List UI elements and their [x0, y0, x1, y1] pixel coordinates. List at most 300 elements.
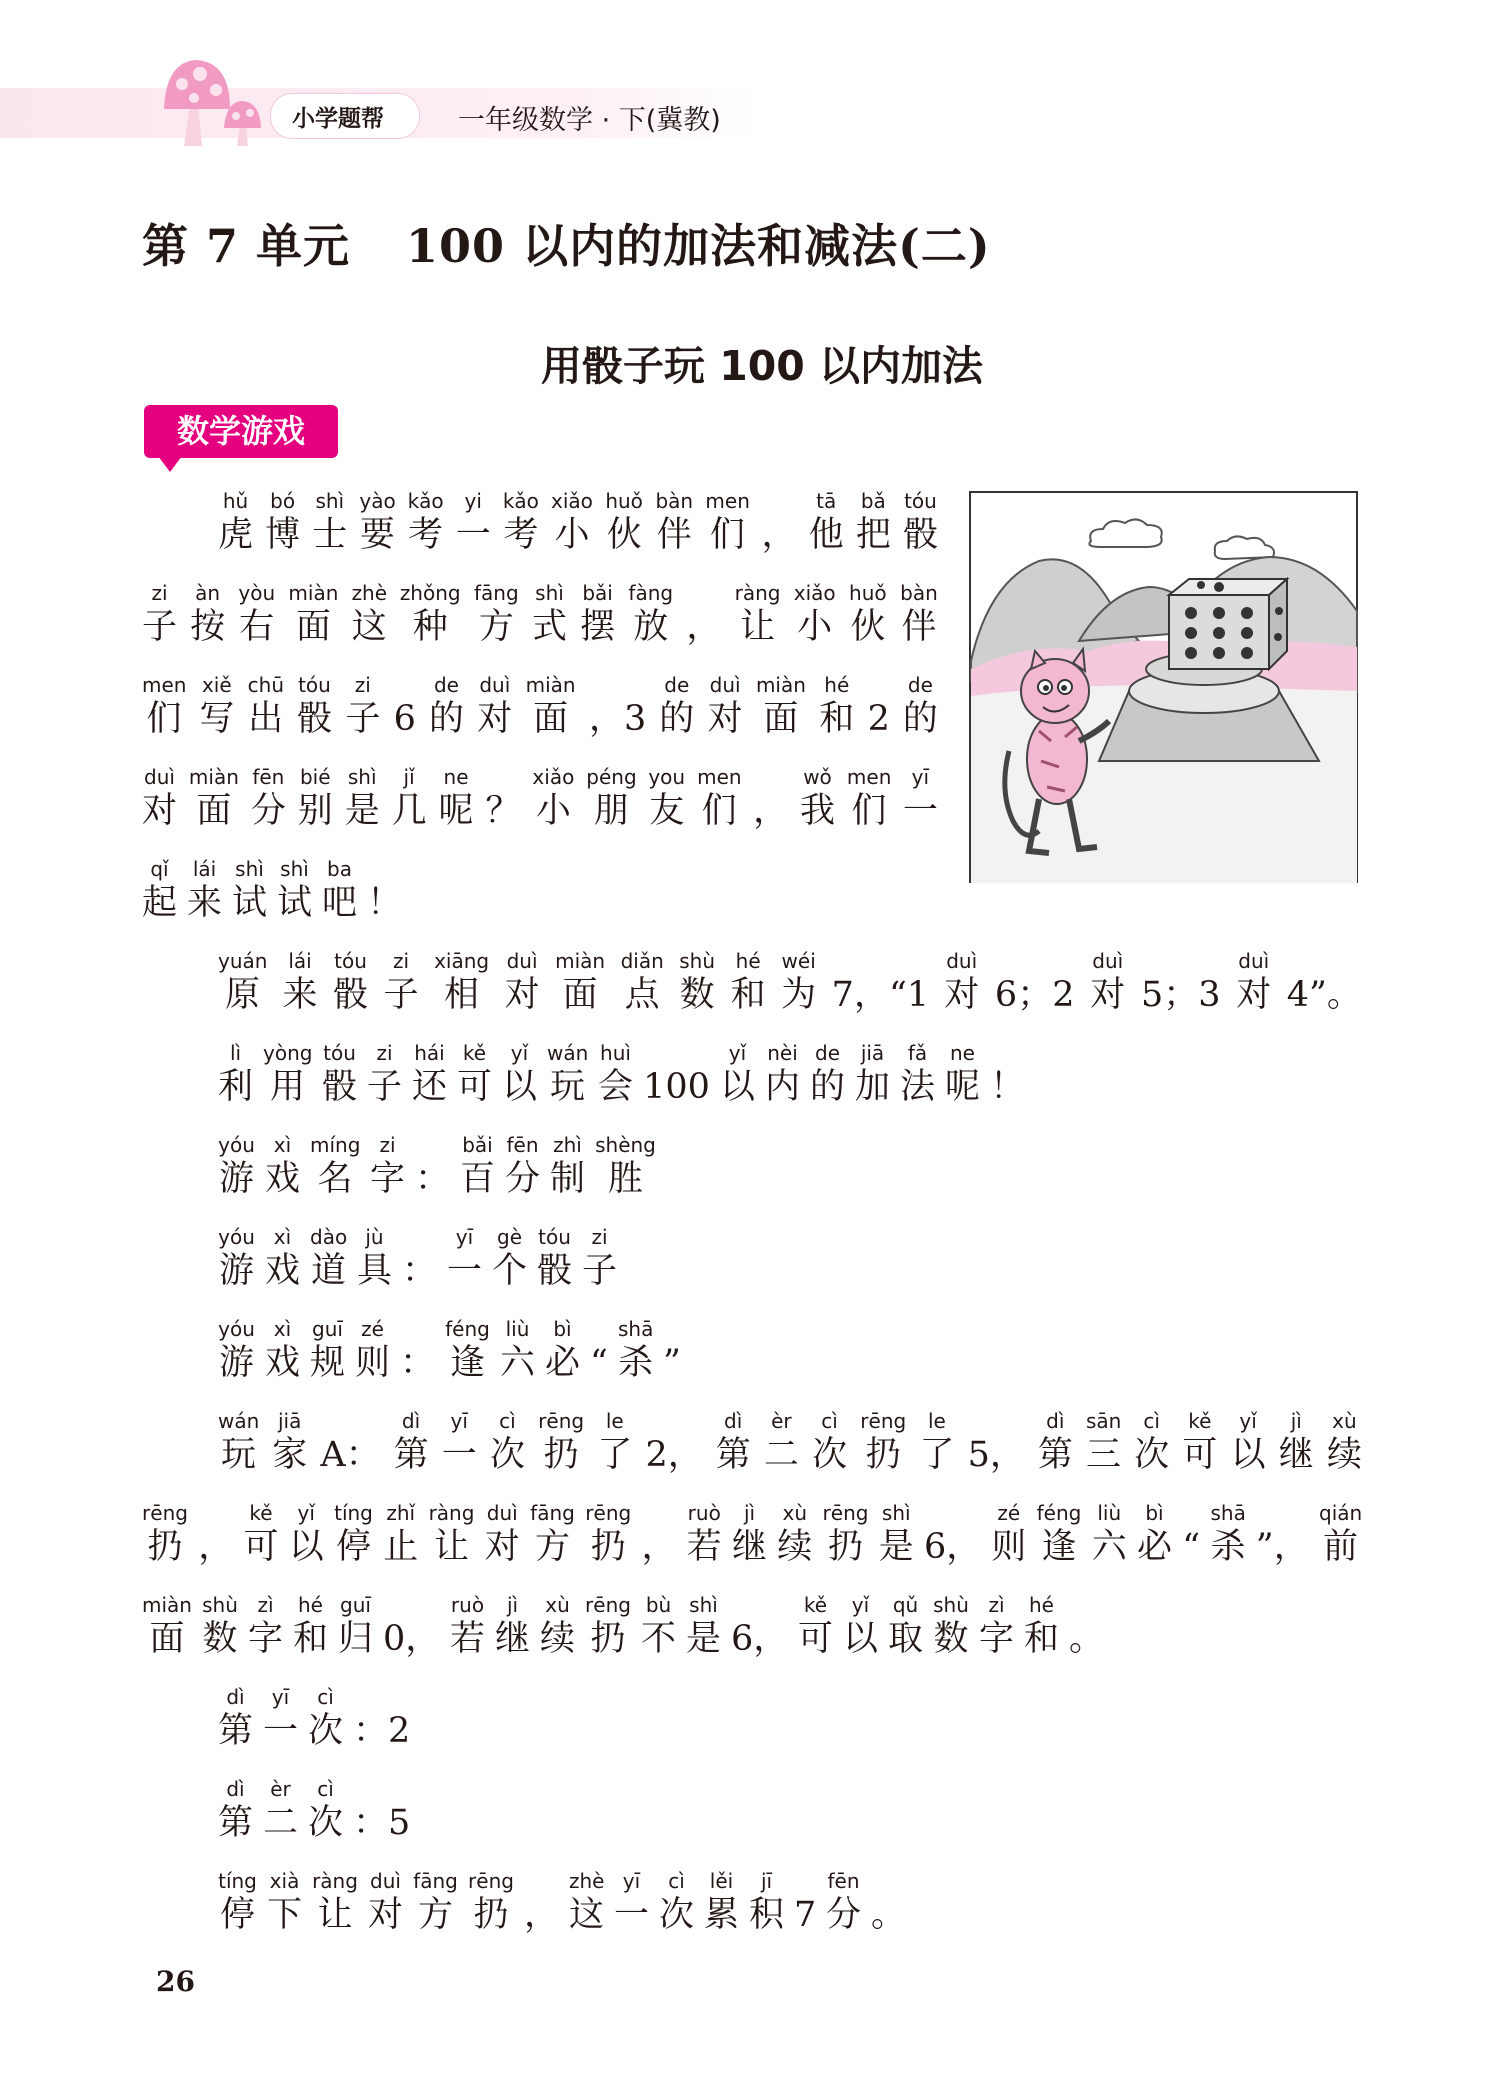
- glyph-cell: [540, 1593, 575, 1661]
- glyph-cell: [614, 1869, 649, 1937]
- pinyin: hé: [824, 673, 850, 697]
- pinyin: qǐ: [150, 857, 169, 881]
- hanzi: 几: [391, 791, 427, 831]
- glyph-cell: [238, 581, 275, 649]
- hanzi: 积: [749, 1895, 785, 1935]
- pinyin: tóu: [298, 673, 331, 697]
- hanzi: ”，: [1255, 1527, 1309, 1567]
- pinyin: xù: [545, 1593, 570, 1617]
- pinyin: de: [433, 673, 459, 697]
- hanzi: 右: [239, 607, 275, 647]
- hanzi: 以: [1230, 1435, 1266, 1475]
- glyph-cell: [1182, 1409, 1217, 1477]
- pinyin: yòu: [238, 581, 276, 605]
- hanzi: ！: [990, 1067, 1026, 1107]
- pinyin: cì: [317, 1777, 334, 1801]
- hanzi: 和: [1024, 1619, 1060, 1659]
- hanzi: 让: [317, 1895, 353, 1935]
- hanzi: ：: [400, 1343, 436, 1383]
- glyph-cell: [697, 765, 741, 833]
- pinyin: cì: [499, 1409, 516, 1433]
- pinyin: bì: [553, 1317, 572, 1341]
- pinyin: [400, 1317, 435, 1341]
- hanzi: 6，: [731, 1619, 789, 1659]
- pinyin: [990, 1041, 1025, 1065]
- pinyin: xiāng: [434, 949, 490, 973]
- glyph-cell: [218, 1225, 255, 1293]
- glyph-cell: [263, 1685, 298, 1753]
- pinyin: rēng: [585, 1501, 632, 1525]
- pinyin: liù: [505, 1317, 530, 1341]
- hanzi: 次: [489, 1435, 525, 1475]
- hanzi: 次: [308, 1711, 344, 1751]
- glyph-cell: [686, 581, 721, 649]
- glyph-cell: [526, 673, 576, 741]
- hanzi: 考: [408, 515, 444, 555]
- pinyin: dì: [1046, 1409, 1065, 1433]
- pinyin: yuán: [218, 949, 268, 973]
- glyph-cell: [1037, 1501, 1082, 1569]
- pinyin: yóu: [218, 1317, 255, 1341]
- pinyin: [731, 1593, 788, 1617]
- pinyin: dì: [226, 1777, 245, 1801]
- pinyin: qǔ: [892, 1593, 919, 1617]
- pinyin: huì: [600, 1041, 631, 1065]
- pinyin: xiǎo: [793, 581, 836, 605]
- hanzi: 第: [1037, 1435, 1073, 1475]
- glyph-cell: [1090, 949, 1125, 1017]
- hanzi: 子: [383, 975, 419, 1015]
- pinyin: shù: [933, 1593, 969, 1617]
- hanzi: 士: [312, 515, 348, 555]
- glyph-cell: [537, 1225, 572, 1293]
- pinyin: bǎ: [860, 489, 886, 513]
- pinyin: rēng: [468, 1869, 514, 1893]
- hanzi: 字: [979, 1619, 1015, 1659]
- hanzi: 小: [797, 607, 833, 647]
- pinyin: huǒ: [605, 489, 643, 513]
- pinyin: xiě: [201, 673, 232, 697]
- pinyin: nèi: [767, 1041, 798, 1065]
- pinyin: yī: [911, 765, 930, 789]
- hanzi: 来: [187, 883, 223, 923]
- pinyin: xì: [273, 1225, 292, 1249]
- hanzi: 数: [933, 1619, 969, 1659]
- pinyin: [485, 765, 520, 789]
- pinyin: míng: [310, 1133, 361, 1157]
- hanzi: 继: [732, 1527, 768, 1567]
- glyph-cell: [198, 1501, 233, 1569]
- glyph-cell: [924, 1501, 981, 1569]
- pinyin: jì: [743, 1501, 756, 1525]
- hanzi: 还: [412, 1067, 448, 1107]
- pinyin: miàn: [755, 673, 806, 697]
- pinyin: shì: [535, 581, 564, 605]
- pinyin: xì: [273, 1317, 292, 1341]
- pinyin: men: [142, 673, 187, 697]
- glyph-cell: [605, 489, 643, 557]
- glyph-cell: [442, 1409, 477, 1477]
- pinyin: ràng: [734, 581, 781, 605]
- glyph-cell: [1319, 1501, 1362, 1569]
- hanzi: A：: [320, 1435, 381, 1475]
- hanzi: 7: [794, 1895, 817, 1935]
- hanzi: 不: [641, 1619, 677, 1659]
- glyph-cell: [142, 581, 177, 649]
- pinyin: bié: [299, 765, 331, 789]
- pinyin: zi: [354, 673, 371, 697]
- pinyin: duì: [486, 1501, 518, 1525]
- glyph-cell: [1069, 1593, 1104, 1661]
- pinyin: tíng: [218, 1869, 257, 1893]
- pinyin: [871, 1869, 906, 1893]
- hanzi: 小: [554, 515, 590, 555]
- hanzi: 方: [417, 1895, 453, 1935]
- glyph-cell: [794, 1869, 816, 1937]
- hanzi: 把: [855, 515, 891, 555]
- pinyin: cì: [317, 1685, 334, 1709]
- glyph-cell: [289, 1501, 324, 1569]
- hanzi: 要: [359, 515, 395, 555]
- unit-name: 100 以内的加法和减法(二): [406, 219, 991, 273]
- pinyin: [320, 1409, 380, 1433]
- pinyin: shā: [618, 1317, 654, 1341]
- pinyin: chū: [247, 673, 285, 697]
- glyph-cell: [823, 1501, 869, 1569]
- hanzi: 前: [1322, 1527, 1358, 1567]
- glyph-cell: [248, 1593, 283, 1661]
- pinyin: [1287, 949, 1362, 973]
- pinyin: yī: [455, 1225, 474, 1249]
- hanzi: 面: [196, 791, 232, 831]
- glyph-cell: [439, 765, 474, 833]
- pinyin: zhǐ: [386, 1501, 416, 1525]
- glyph-cell: [142, 673, 186, 741]
- text-line: [218, 1317, 681, 1385]
- glyph-cell: [244, 1501, 279, 1569]
- pinyin: jiā: [860, 1041, 885, 1065]
- pinyin: shù: [679, 949, 716, 973]
- hanzi: 逢: [449, 1343, 485, 1383]
- glyph-cell: [1038, 1409, 1073, 1477]
- glyph-cell: [450, 1593, 485, 1661]
- glyph-cell: [550, 1133, 585, 1201]
- glyph-cell: [900, 581, 938, 649]
- pinyin: zì: [257, 1593, 274, 1617]
- glyph-cell: [265, 1317, 300, 1385]
- hanzi: 取: [888, 1619, 924, 1659]
- pinyin: [753, 765, 788, 789]
- glyph-cell: [370, 1133, 405, 1201]
- pinyin: miàn: [188, 765, 239, 789]
- hanzi: 6；2: [994, 975, 1075, 1015]
- glyph-cell: [218, 1869, 257, 1937]
- hanzi: 们: [701, 791, 737, 831]
- hanzi: 对: [707, 699, 743, 739]
- pinyin: miàn: [555, 949, 606, 973]
- glyph-cell: [334, 1501, 373, 1569]
- pinyin: fēn: [827, 1869, 860, 1893]
- hanzi: 这: [569, 1895, 605, 1935]
- hanzi: 游: [218, 1159, 254, 1199]
- pinyin: lái: [192, 857, 217, 881]
- pinyin: [643, 1041, 710, 1065]
- hanzi: 这: [351, 607, 387, 647]
- hanzi: ，3: [588, 699, 647, 739]
- pinyin: xù: [1332, 1409, 1357, 1433]
- pinyin: duì: [1238, 949, 1270, 973]
- pinyin: tóu: [334, 949, 367, 973]
- glyph-cell: [716, 1409, 751, 1477]
- glyph-cell: [538, 1409, 584, 1477]
- hanzi: 六: [1091, 1527, 1127, 1567]
- pinyin: [353, 1777, 410, 1801]
- hanzi: 骰: [333, 975, 369, 1015]
- pinyin: fàng: [628, 581, 674, 605]
- glyph-cell: [1141, 949, 1221, 1017]
- pinyin: yī: [271, 1685, 290, 1709]
- hanzi: 虎: [218, 515, 254, 555]
- pinyin: duì: [144, 765, 175, 789]
- hanzi: 面: [562, 975, 598, 1015]
- glyph-cell: [903, 765, 938, 833]
- text-line: [218, 949, 1362, 1017]
- glyph-cell: [312, 489, 347, 557]
- glyph-cell: [585, 1593, 631, 1661]
- hanzi: 呢: [945, 1067, 981, 1107]
- pinyin: fǎ: [907, 1041, 928, 1065]
- glyph-cell: [429, 1501, 475, 1569]
- pinyin: miàn: [142, 1593, 192, 1617]
- glyph-cell: [686, 1593, 721, 1661]
- pinyin: [590, 1317, 608, 1341]
- glyph-cell: [856, 489, 891, 557]
- hanzi: 续: [777, 1527, 813, 1567]
- pinyin: [524, 1869, 559, 1893]
- pinyin: fāng: [413, 1869, 458, 1893]
- text-line: [142, 1501, 1362, 1569]
- glyph-cell: [1182, 1501, 1200, 1569]
- hanzi: 第: [218, 1711, 254, 1751]
- glyph-cell: [297, 673, 332, 741]
- glyph-cell: [1327, 1409, 1362, 1477]
- glyph-cell: [659, 1869, 694, 1937]
- pinyin: [367, 857, 402, 881]
- glyph-cell: [648, 765, 685, 833]
- hanzi: 。: [1069, 1619, 1105, 1659]
- hanzi: 们: [709, 515, 745, 555]
- glyph-cell: [142, 857, 177, 925]
- glyph-cell: [456, 489, 491, 557]
- hanzi: 方: [534, 1527, 570, 1567]
- hanzi: 戏: [265, 1251, 301, 1291]
- glyph-cell: [819, 673, 854, 741]
- hanzi: ：5: [353, 1803, 411, 1843]
- hanzi: 戏: [265, 1159, 301, 1199]
- text-line: [218, 489, 938, 557]
- hanzi: ，: [753, 791, 789, 831]
- pinyin: fēn: [252, 765, 285, 789]
- hanzi: 了: [597, 1435, 633, 1475]
- hanzi: 对: [1090, 975, 1126, 1015]
- glyph-cell: [505, 949, 540, 1017]
- glyph-cell: [460, 1133, 495, 1201]
- pinyin: [394, 673, 416, 697]
- pinyin: sān: [1086, 1409, 1122, 1433]
- glyph-cell: [547, 1041, 588, 1109]
- hanzi: 第: [715, 1435, 751, 1475]
- pinyin: wéi: [781, 949, 816, 973]
- hanzi: 分: [505, 1159, 541, 1199]
- hanzi: 对: [504, 975, 540, 1015]
- glyph-cell: [445, 1317, 490, 1385]
- pinyin: guī: [340, 1593, 371, 1617]
- glyph-cell: [933, 1593, 969, 1661]
- hanzi: 种: [412, 607, 448, 647]
- section-tag: 数学游戏: [144, 405, 338, 458]
- glyph-cell: [1086, 1409, 1121, 1477]
- pinyin: [198, 1501, 233, 1525]
- hanzi: 的: [902, 699, 938, 739]
- book-title: 一年级数学 · 下(冀教): [458, 105, 721, 136]
- hanzi: 可: [1182, 1435, 1218, 1475]
- glyph-cell: [847, 765, 891, 833]
- hanzi: 扔: [590, 1527, 626, 1567]
- glyph-cell: [687, 1501, 722, 1569]
- glyph-cell: [659, 673, 694, 741]
- hanzi: 二: [263, 1803, 299, 1843]
- glyph-cell: [383, 1593, 440, 1661]
- hanzi: 5；3: [1140, 975, 1221, 1015]
- hanzi: 数: [679, 975, 715, 1015]
- pinyin: ruò: [450, 1593, 485, 1617]
- glyph-cell: [731, 1593, 788, 1661]
- glyph-cell: [1256, 1501, 1309, 1569]
- glyph-cell: [855, 1041, 890, 1109]
- hanzi: ，: [524, 1895, 560, 1935]
- hanzi: 逢: [1041, 1527, 1077, 1567]
- pinyin: yi: [464, 489, 482, 513]
- hanzi: ，: [198, 1527, 234, 1567]
- glyph-cell: [530, 1501, 575, 1569]
- hanzi: 一: [447, 1251, 483, 1291]
- hanzi: 伴: [656, 515, 692, 555]
- pinyin: xì: [273, 1133, 292, 1157]
- pinyin: [589, 673, 646, 697]
- glyph-cell: [888, 1593, 923, 1661]
- pinyin: bǎi: [462, 1133, 493, 1157]
- pinyin: men: [697, 765, 742, 789]
- pinyin: yóu: [218, 1133, 255, 1157]
- glyph-cell: [293, 1593, 328, 1661]
- glyph-cell: [218, 1685, 253, 1753]
- hanzi: 分: [826, 1895, 862, 1935]
- hanzi: 归: [338, 1619, 374, 1659]
- glyph-cell: [720, 1041, 755, 1109]
- glyph-cell: [495, 1593, 530, 1661]
- pinyin: hé: [298, 1593, 323, 1617]
- hanzi: “: [1182, 1527, 1201, 1567]
- hanzi: 玩: [549, 1067, 585, 1107]
- glyph-cell: [762, 489, 797, 557]
- hanzi: 戏: [265, 1343, 301, 1383]
- pinyin: miàn: [525, 673, 576, 697]
- hanzi: 2: [867, 699, 890, 739]
- page-number: 26: [156, 1965, 195, 1998]
- section-tag-tail: [158, 456, 182, 472]
- glyph-cell: [218, 1041, 253, 1109]
- pinyin: yī: [622, 1869, 641, 1893]
- pinyin: diǎn: [620, 949, 664, 973]
- hanzi: 试: [277, 883, 313, 923]
- hanzi: 了: [919, 1435, 955, 1475]
- pinyin: xiǎo: [532, 765, 575, 789]
- glyph-cell: [595, 1133, 656, 1201]
- glyph-cell: [991, 1501, 1026, 1569]
- glyph-cell: [749, 1869, 784, 1937]
- pinyin: zé: [361, 1317, 384, 1341]
- pinyin: wán: [547, 1041, 589, 1065]
- hanzi: 骰: [902, 515, 938, 555]
- hanzi: 以: [502, 1067, 538, 1107]
- hanzi: 家: [272, 1435, 308, 1475]
- pinyin: shì: [881, 1501, 911, 1525]
- pinyin: [646, 1409, 703, 1433]
- pinyin: shì: [315, 489, 345, 513]
- tiger-dice-illustration: [969, 491, 1358, 883]
- pinyin: fāng: [530, 1501, 575, 1525]
- glyph-cell: [265, 1133, 300, 1201]
- hanzi: 止: [383, 1527, 419, 1567]
- pinyin: jiā: [278, 1409, 302, 1433]
- glyph-cell: [860, 1409, 906, 1477]
- glyph-cell: [589, 673, 646, 741]
- hanzi: 对: [484, 1527, 520, 1567]
- glyph-cell: [267, 1869, 302, 1937]
- hanzi: 和: [819, 699, 855, 739]
- hanzi: 杀: [618, 1343, 654, 1383]
- hanzi: 具: [357, 1251, 393, 1291]
- pinyin: xiǎo: [551, 489, 593, 513]
- hanzi: 试: [232, 883, 268, 923]
- hanzi: 百: [460, 1159, 496, 1199]
- glyph-cell: [794, 581, 836, 649]
- hanzi: 们: [146, 699, 182, 739]
- text-line: [142, 765, 938, 833]
- hanzi: 扔: [827, 1527, 863, 1567]
- hanzi: 小: [535, 791, 571, 831]
- glyph-cell: [798, 1593, 833, 1661]
- hanzi: ，: [641, 1527, 677, 1567]
- glyph-cell: [590, 1317, 608, 1385]
- text-line: [142, 673, 938, 741]
- hanzi: 游: [218, 1343, 254, 1383]
- glyph-cell: [849, 581, 887, 649]
- hanzi: 对: [944, 975, 980, 1015]
- glyph-cell: [218, 1317, 255, 1385]
- hanzi: 和: [293, 1619, 329, 1659]
- glyph-cell: [218, 489, 253, 557]
- glyph-cell: [1137, 1501, 1172, 1569]
- glyph-cell: [367, 1041, 402, 1109]
- text-line: [142, 1593, 1104, 1661]
- glyph-cell: [944, 949, 979, 1017]
- glyph-cell: [400, 1317, 435, 1385]
- pinyin: jī: [760, 1869, 773, 1893]
- hanzi: ：2: [353, 1711, 411, 1751]
- pinyin: cì: [1143, 1409, 1160, 1433]
- hanzi: 以: [288, 1527, 324, 1567]
